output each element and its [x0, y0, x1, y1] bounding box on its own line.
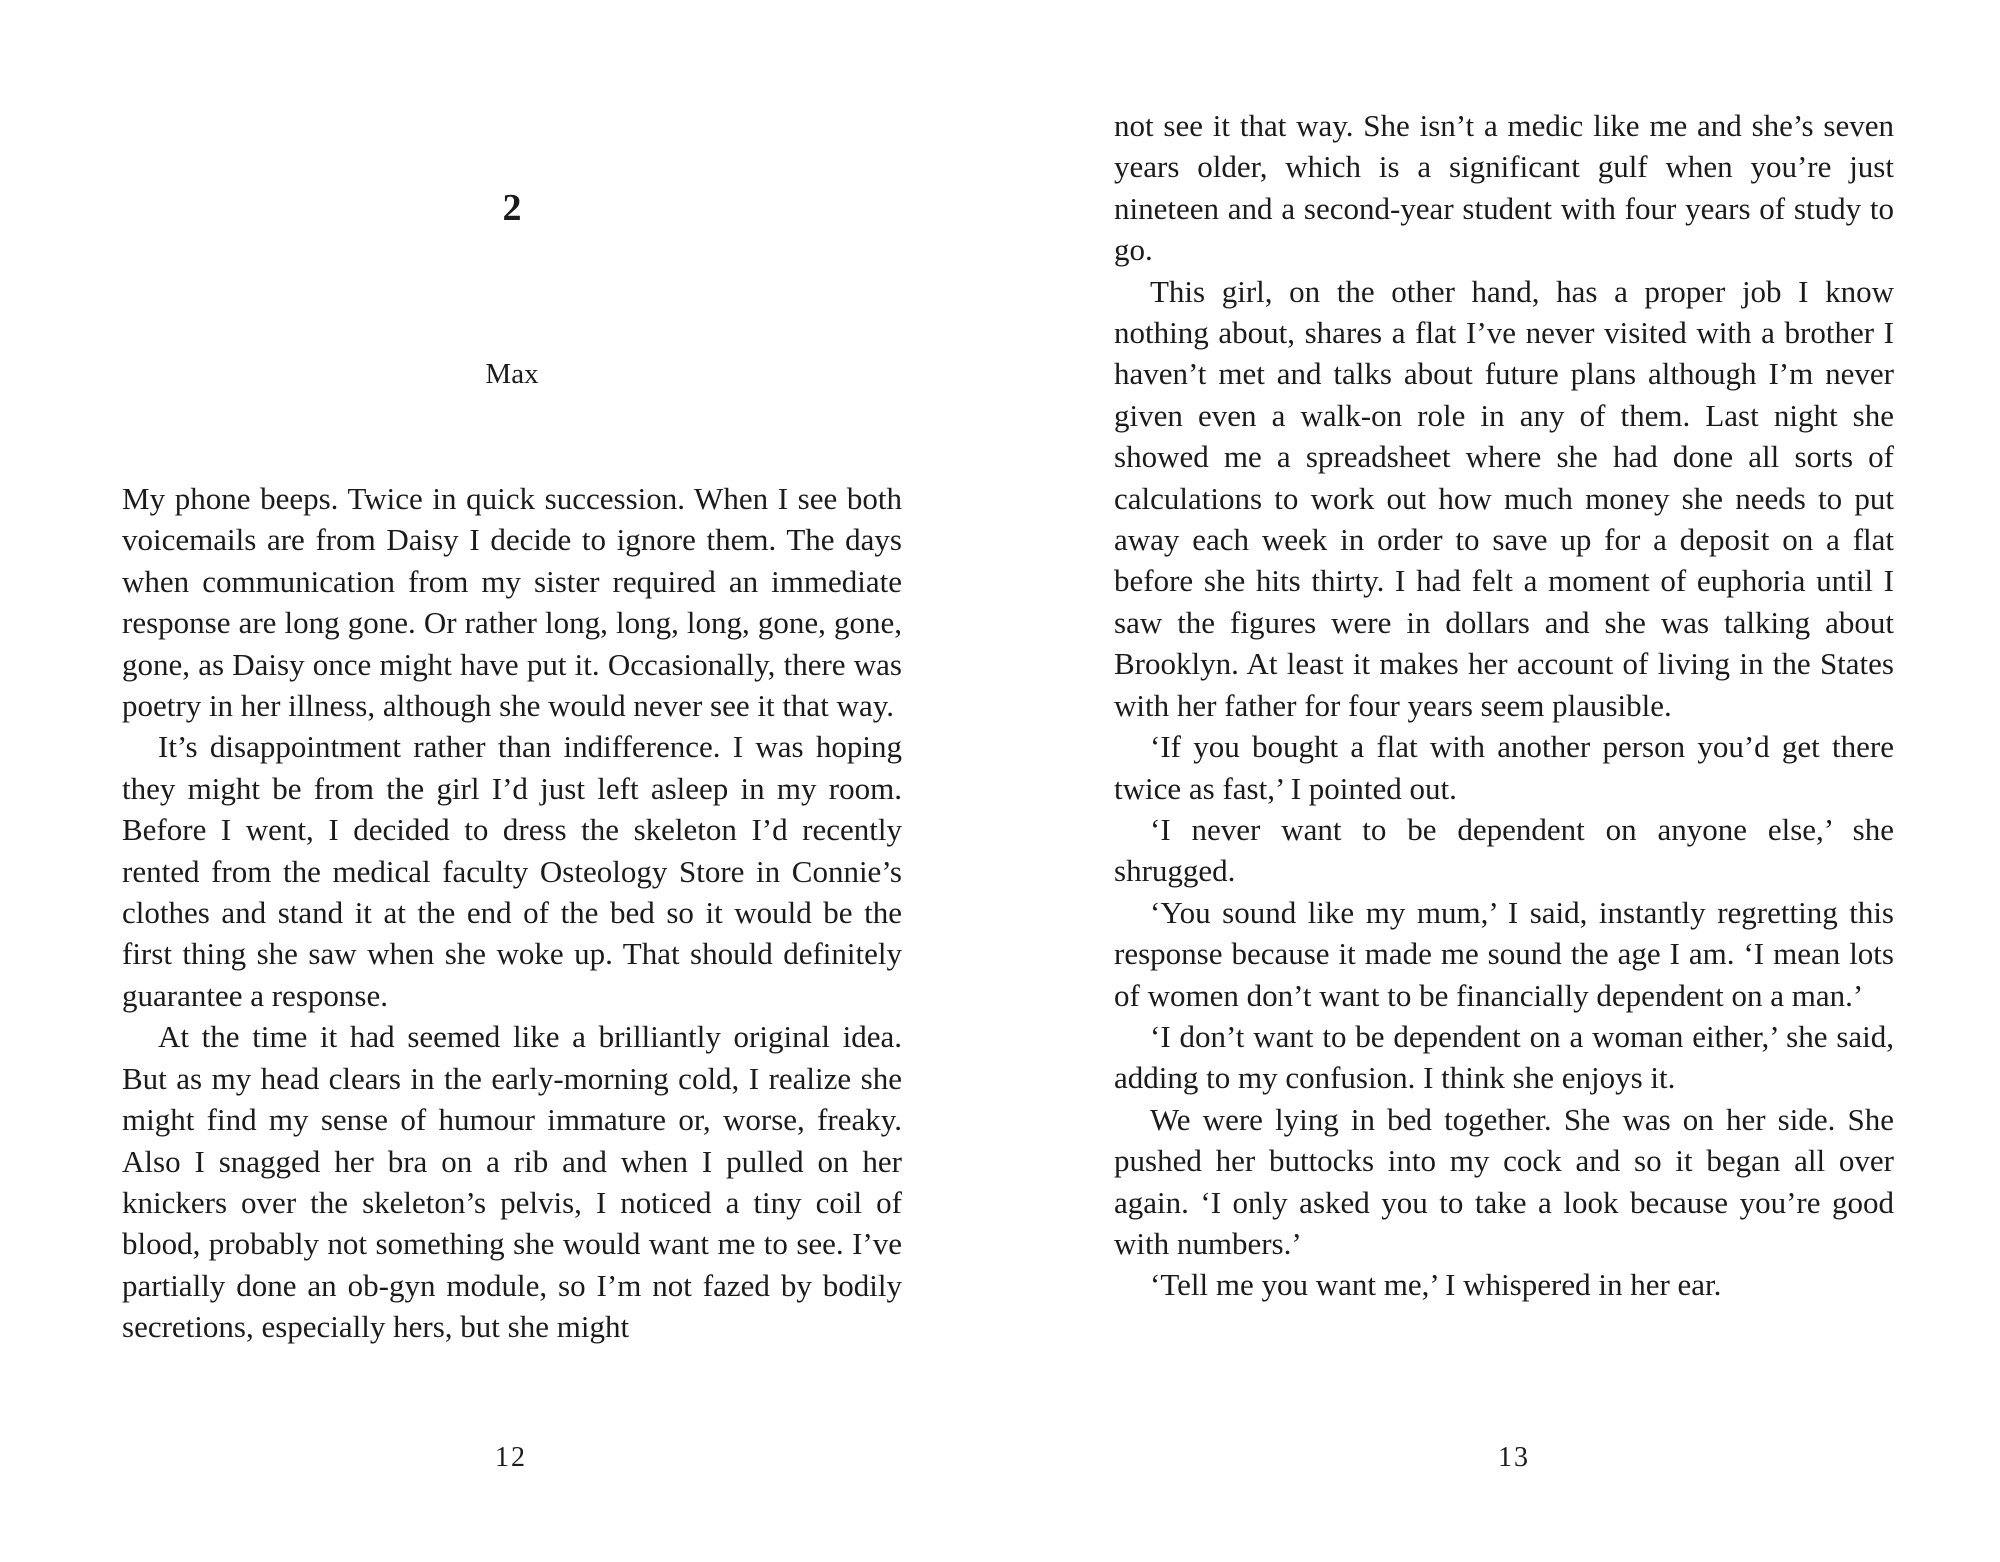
paragraph: We were lying in bed together. She was on her side. She pushed her buttocks into my cock and so it began all over again. ‘I only asked you to take a look because you’re good with numbers.’: [1114, 1101, 1894, 1261]
chapter-title: Max: [485, 358, 539, 390]
right-page: [1000, 0, 2000, 1562]
chapter-number: 2: [502, 187, 522, 229]
paragraph: ‘I don’t want to be dependent on a woman either,’ she said, adding to my confusion. I think she enjoys it.: [1114, 1018, 1894, 1096]
paragraph: It’s disappointment rather than indifference. I was hoping they might be from the girl I’d just left asleep in my room. Before I went, I decided to dress the skeleton I’d recently rented from the medical faculty Osteology Store in Connie’s clothes and stand it at the end of the bed so it would be the first thing she saw when she woke up. That should definitely guarantee a response.: [122, 729, 902, 1013]
left-page-body: [122, 478, 902, 1348]
paragraph: ‘If you bought a flat with another person you’d get there twice as fast,’ I pointed out.: [1114, 729, 1894, 806]
paragraph: ‘I never want to be dependent on anyone else,’ she shrugged.: [1114, 811, 1894, 889]
paragraph: not see it that way. She isn’t a medic like me and she’s seven years older, which is a significant gulf when you’re just nineteen and a second-year student with four years of study to go.: [1114, 108, 1894, 268]
page-number: 13: [1498, 1442, 1530, 1473]
right-page-body: [1114, 105, 1894, 1306]
paragraph: My phone beeps. Twice in quick succession. When I see both voicemails are from Daisy I decide to ignore them. The days when communication from my sister required an immediate response are long gone. Or rather long, long, long, gone, gone, gone, as Daisy once might have put it. Occasionally, there was poetry in her illness, although she would never see it that way.: [122, 481, 902, 724]
paragraph: ‘Tell me you want me,’ I whispered in her ear.: [1150, 1267, 1722, 1303]
paragraph: At the time it had seemed like a brilliantly original idea. But as my head clears in the early-morning cold, I realize she might find my sense of humour immature or, worse, freaky. Also I snagged her bra on a rib and when I pulled on her knickers over the skeleton’s pelvis, I noticed a tiny coil of blood, probably not something she would want me to see. I’ve partially done an ob-gyn module, so I’m not fazed by bodily secretions, especially hers, but she might: [122, 1019, 902, 1345]
paragraph: ‘You sound like my mum,’ I said, instantly regretting this response because it made me sound the age I am. ‘I mean lots of women don’t want to be financially dependent on a man.’: [1114, 894, 1894, 1013]
page-number: 12: [495, 1442, 527, 1473]
paragraph: This girl, on the other hand, has a proper job I know nothing about, shares a flat I’ve never visited with a brother I haven’t met and talks about future plans although I’m never given even a walk-on role in any of them. Last night she showed me a spreadsheet where she had done all sorts of calculations to work out how much money she needs to put away each week in order to save up for a deposit on a flat before she hits thirty. I had felt a moment of euphoria until I saw the figures were in dollars and she was talking about Brooklyn. At least it makes her account of living in the States with her father for four years seem plausible.: [1114, 273, 1894, 723]
